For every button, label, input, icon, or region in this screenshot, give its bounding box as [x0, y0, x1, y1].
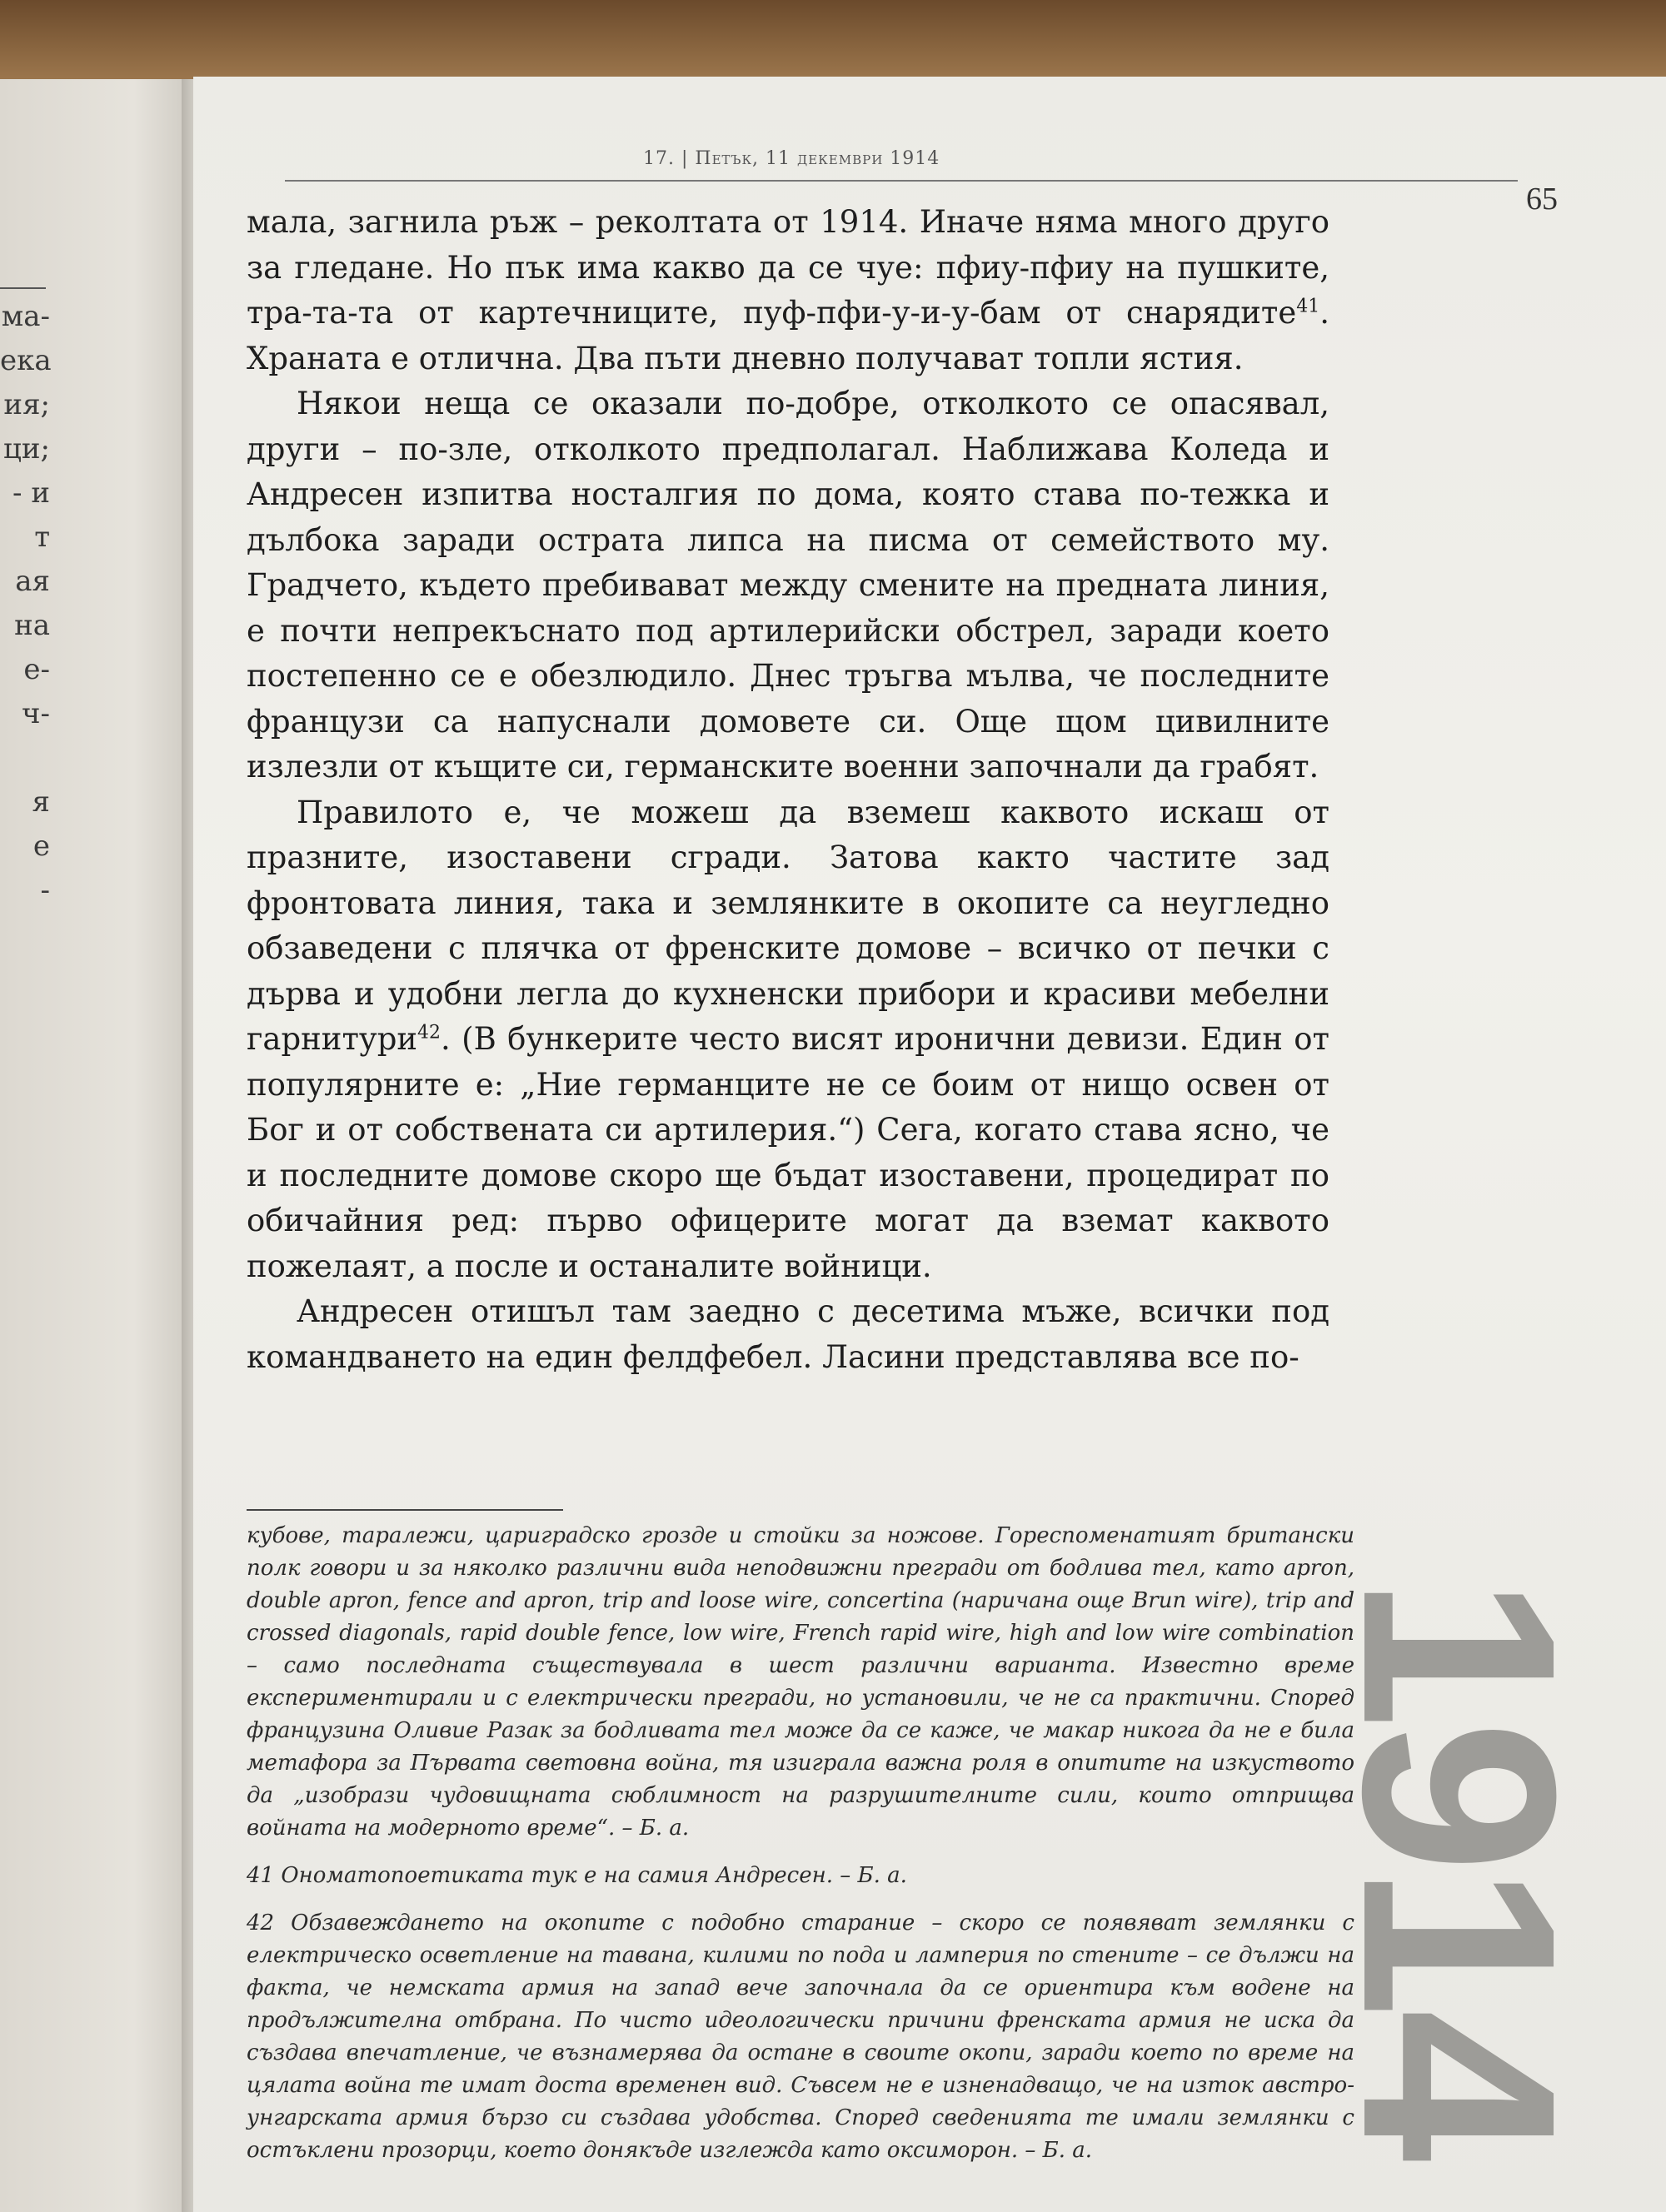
- left-fragment: т: [34, 521, 50, 554]
- left-fragment: -: [40, 874, 50, 907]
- paragraph-3: [247, 790, 1329, 1290]
- footnote-41: 41 Ономатопоетиката тук е на самия Андресен. – Б. а.: [247, 1863, 907, 1888]
- left-fragment: на: [14, 609, 50, 642]
- footnote-rule: [247, 1509, 563, 1511]
- left-fragment: е: [32, 830, 50, 863]
- left-fragment: - и: [12, 476, 50, 510]
- left-fragment: ма-: [1, 300, 50, 333]
- footnote-42: 42 Обзавеждането на окопите с подобно старание – скоро се появяват землянки с електрическо осветление на тавана, килими по пода и ламперия по стените – се дължи на факта, че немската армия на запад вече започнала да се ориентира към водене на продължителна отбрана. По чисто идеологически причини френската армия не иска да създава впечатление, че възнамерява да остане в своите окопи, заради което по време на цялата война те имат доста временен вид. Съвсем не е изненадващо, че на изток австро-унгарската армия бързо си създава удобства. Според сведенията те имали землянки с остъклени прозорци, което донякъде изглежда като оксиморон. – Б. а.: [247, 1911, 1354, 2163]
- left-page-rule: [0, 287, 46, 289]
- page-number: 65: [1526, 182, 1558, 217]
- paragraph-4: Андресен отишъл там заедно с десетима мъже, всички под командването на един фелдфебел. Ласини представлява все по-: [247, 1293, 1329, 1375]
- left-fragment: ека: [0, 344, 52, 377]
- paragraph-1: [247, 200, 1329, 381]
- left-fragment: [0, 741, 50, 785]
- footnote-ref-41: 41: [1296, 296, 1320, 317]
- left-page: [0, 79, 192, 2212]
- year-margin-mark: 1914: [1306, 1576, 1614, 2155]
- left-fragment: ци;: [3, 432, 50, 466]
- footnotes: [247, 1520, 1354, 2182]
- paragraph-3-text: Правилото е, че можеш да вземеш каквото искаш от празните, изоставени сгради. Затова както частите зад фронтовата линия, така и землянките в окопите са неуглeдно обзаведени с плячка от френските домове – всичко от печки с дърва и удобни легла до кухненски прибори и красиви мебелни гарнитури: [247, 794, 1329, 1057]
- left-fragment: е-: [23, 653, 50, 686]
- paragraph-1-end: . Храната е отлична. Два пъти дневно получават топли ястия.: [247, 295, 1329, 376]
- right-page: [193, 77, 1666, 2212]
- running-head-rule: [285, 180, 1518, 182]
- paragraph-3-end: . (В бункерите често висят иронични девизи. Един от популярните е: „Ние германците не се боим от нищо освен от Бог и от собствената си артилерия.“) Сега, когато става ясно, че и последните домове скоро ще бъдат изоставени, процедират по обичайния ред: първо офицерите могат да вземат каквото пожелаят, а после и останалите войници.: [247, 1021, 1329, 1284]
- running-head: 17. | Петък, 11 декември 1914: [643, 148, 940, 169]
- footnote-continuation: кубове, таралежи, цариградско грозде и стойки за ножове. Гореспоменатият британски полк говори и за няколко различни вида неподвижни прегради от бодлива тел, като apron, double apron, fence and apron, trip and loose wire, concertina (наричана още Brun wire), trip and crossed diagonals, rapid double fence, low wire, French rapid wire, high and low wire combination – само последната съществувала в шест различни варианта. Известно време експериментирали и с електрически прегради, но установили, че не са практични. Според французина Оливие Разак за бодливата тел може да се каже, че макар никога да не е била метафора за Първата световна война, тя изиграла важна роля в опитите на изкуството да „изобрази чудовищната сюблимност на разрушителните сили, които отприщва войната на модерното време“. – Б. а.: [247, 1523, 1354, 1841]
- paragraph-2: Някои неща се оказали по-добре, отколкото се опасявал, други – по-зле, отколкото предполагал. Наближава Коледа и Андресен изпитва носталгия по дома, която става по-тежка и дълбока заради острата липса на писма от семейството му. Градчето, където пребивават между смените на предната линия, е почти непрекъснато под артилерийски обстрел, заради което постепенно се е обезлюдило. Днес тръгва мълва, че последните французи са напуснали домовете си. Още щом цивилните излезли от къщите си, германските военни започнали да грабят.: [247, 386, 1329, 785]
- left-fragment: ч-: [22, 697, 50, 730]
- left-page-text-fragments: [0, 300, 50, 918]
- left-fragment: я: [32, 785, 50, 819]
- body-text: [247, 200, 1329, 1380]
- footnote-ref-42: 42: [417, 1022, 441, 1044]
- left-fragment: ия;: [3, 388, 50, 421]
- left-fragment: ая: [15, 565, 50, 598]
- paragraph-1-text: мала, загнила ръж – реколтата от 1914. Иначе няма много друго за гледане. Но пък има какво да се чуе: пфиу-пфиу на пушките, тра-та-та от картечниците, пуф-пфи-у-и-у-бам от снарядите: [247, 204, 1329, 331]
